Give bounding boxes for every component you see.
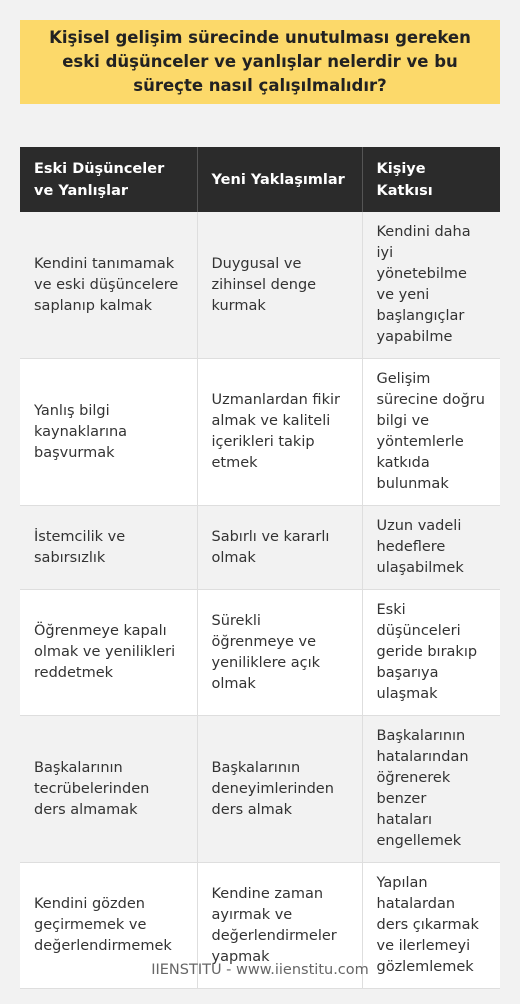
table-cell: Yanlış bilgi kaynaklarına başvurmak (20, 359, 197, 506)
table-cell: Kendini daha iyi yönetebilme ve yeni başlangıçlar yapabilme (362, 212, 500, 359)
comparison-table (20, 147, 500, 989)
table-cell: Başkalarının deneyimlerinden ders almak (197, 716, 362, 863)
table-cell: Kendine zaman ayırmak ve değerlendirmeler yapmak (197, 863, 362, 989)
table-row (20, 506, 500, 590)
table-cell: Sürekli öğrenmeye ve yeniliklere açık olmak (197, 590, 362, 716)
table-row (20, 212, 500, 359)
table-cell: Öğrenmeye kapalı olmak ve yenilikleri reddetmek (20, 590, 197, 716)
table-row (20, 590, 500, 716)
table-header-row (20, 147, 500, 212)
table-cell: Sabırlı ve kararlı olmak (197, 506, 362, 590)
footer-credit: IIENSTITU - www.iienstitu.com (151, 962, 369, 978)
title-banner (20, 20, 500, 104)
page-title: Kişisel gelişim sürecinde unutulması gereken eski düşünceler ve yanlışlar nelerdir ve bu süreçte nasıl çalışılmalıdır? (49, 28, 471, 95)
column-header-contribution: Kişiye Katkısı (362, 147, 500, 212)
table-cell: Başkalarının hatalarından öğrenerek benzer hataları engellemek (362, 716, 500, 863)
table-row (20, 716, 500, 863)
table-cell: Uzmanlardan fikir almak ve kaliteli içerikleri takip etmek (197, 359, 362, 506)
table-row (20, 359, 500, 506)
table-cell: Gelişim sürecine doğru bilgi ve yöntemlerle katkıda bulunmak (362, 359, 500, 506)
table-cell: Kendini tanımamak ve eski düşüncelere saplanıp kalmak (20, 212, 197, 359)
column-header-new-approaches: Yeni Yaklaşımlar (197, 147, 362, 212)
table-cell: Eski düşünceleri geride bırakıp başarıya ulaşmak (362, 590, 500, 716)
table-cell: Yapılan hatalardan ders çıkarmak ve ilerlemeyi gözlemlemek (362, 863, 500, 989)
table-cell: Kendini gözden geçirmemek ve değerlendirmemek (20, 863, 197, 989)
table-cell: Uzun vadeli hedeflere ulaşabilmek (362, 506, 500, 590)
table-cell: Başkalarının tecrübelerinden ders almamak (20, 716, 197, 863)
table-cell: İstemcilik ve sabırsızlık (20, 506, 197, 590)
column-header-old-thoughts: Eski Düşünceler ve Yanlışlar (20, 147, 197, 212)
table-cell: Duygusal ve zihinsel denge kurmak (197, 212, 362, 359)
